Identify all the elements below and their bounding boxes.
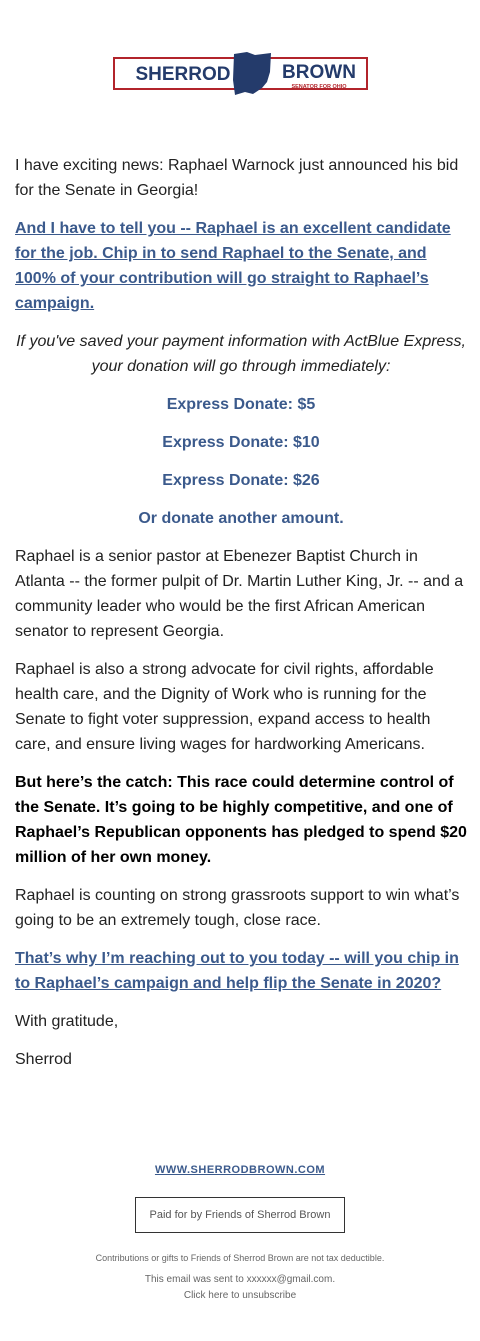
express-donate-5-button[interactable]: Express Donate: $5 — [166, 396, 316, 413]
logo-text-left: SHERROD — [135, 64, 231, 85]
email-header — [0, 0, 480, 140]
intro-paragraph: I have exciting news: Raphael Warnock just announced his bid for the Senate in Georgia! — [15, 157, 459, 199]
sherrod-brown-logo[interactable] — [113, 52, 368, 96]
website-link[interactable]: WWW.SHERRODBROWN.COM — [154, 1164, 326, 1176]
paid-for-box: Paid for by Friends of Sherrod Brown — [135, 1197, 346, 1233]
donate-other-amount-button[interactable]: Or donate another amount. — [138, 510, 344, 527]
email-footer — [0, 1160, 480, 1304]
bio-paragraph: Raphael is a senior pastor at Ebenezer Baptist Church in Atlanta -- the former pulpit of Dr. Martin Luther King, Jr. -- and a community leader who would be the first African American senator to represent Georgia. — [15, 548, 464, 640]
advocacy-paragraph: Raphael is also a strong advocate for civil rights, affordable health care, and the Dignity of Work who is running for the Senate to fight voter suppression, expand access to health care, and ensure living wages for hardworking Americans. — [15, 661, 434, 753]
logo-text-right: BROWN — [282, 62, 356, 83]
actblue-note: If you've saved your payment information with ActBlue Express, your donation will go through immediately: — [16, 333, 466, 375]
express-donate-10-button[interactable]: Express Donate: $10 — [162, 434, 320, 451]
chip-in-link[interactable]: That’s why I’m reaching out to you today -- will you chip in to Raphael’s campaign and help flip the Senate in 2020? — [15, 950, 459, 992]
grassroots-paragraph: Raphael is counting on strong grassroots support to win what’s going to be an extremely tough, close race. — [15, 887, 460, 929]
unsubscribe-link[interactable]: Click here to unsubscribe — [183, 1290, 297, 1301]
express-donate-26-button[interactable]: Express Donate: $26 — [162, 472, 320, 489]
tax-disclaimer: Contributions or gifts to Friends of Sherrod Brown are not tax deductible. — [95, 1253, 385, 1263]
email-body — [15, 153, 467, 1085]
logo-tagline: SENATOR FOR OHIO — [291, 84, 347, 90]
sent-to-text: This email was sent to xxxxxx@gmail.com. — [144, 1274, 336, 1285]
contribute-link[interactable]: And I have to tell you -- Raphael is an excellent candidate for the job. Chip in to send Raphael to the Senate, and 100% of your contribution will go straight to Raphael’s campaign. — [15, 220, 451, 312]
signature-text: Sherrod — [15, 1051, 72, 1068]
catch-paragraph: But here’s the catch: This race could determine control of the Senate. It’s going to be highly competitive, and one of Raphael’s Republican opponents has pledged to spend $20 million of her own money. — [15, 774, 467, 866]
closing-text: With gratitude, — [15, 1013, 119, 1030]
